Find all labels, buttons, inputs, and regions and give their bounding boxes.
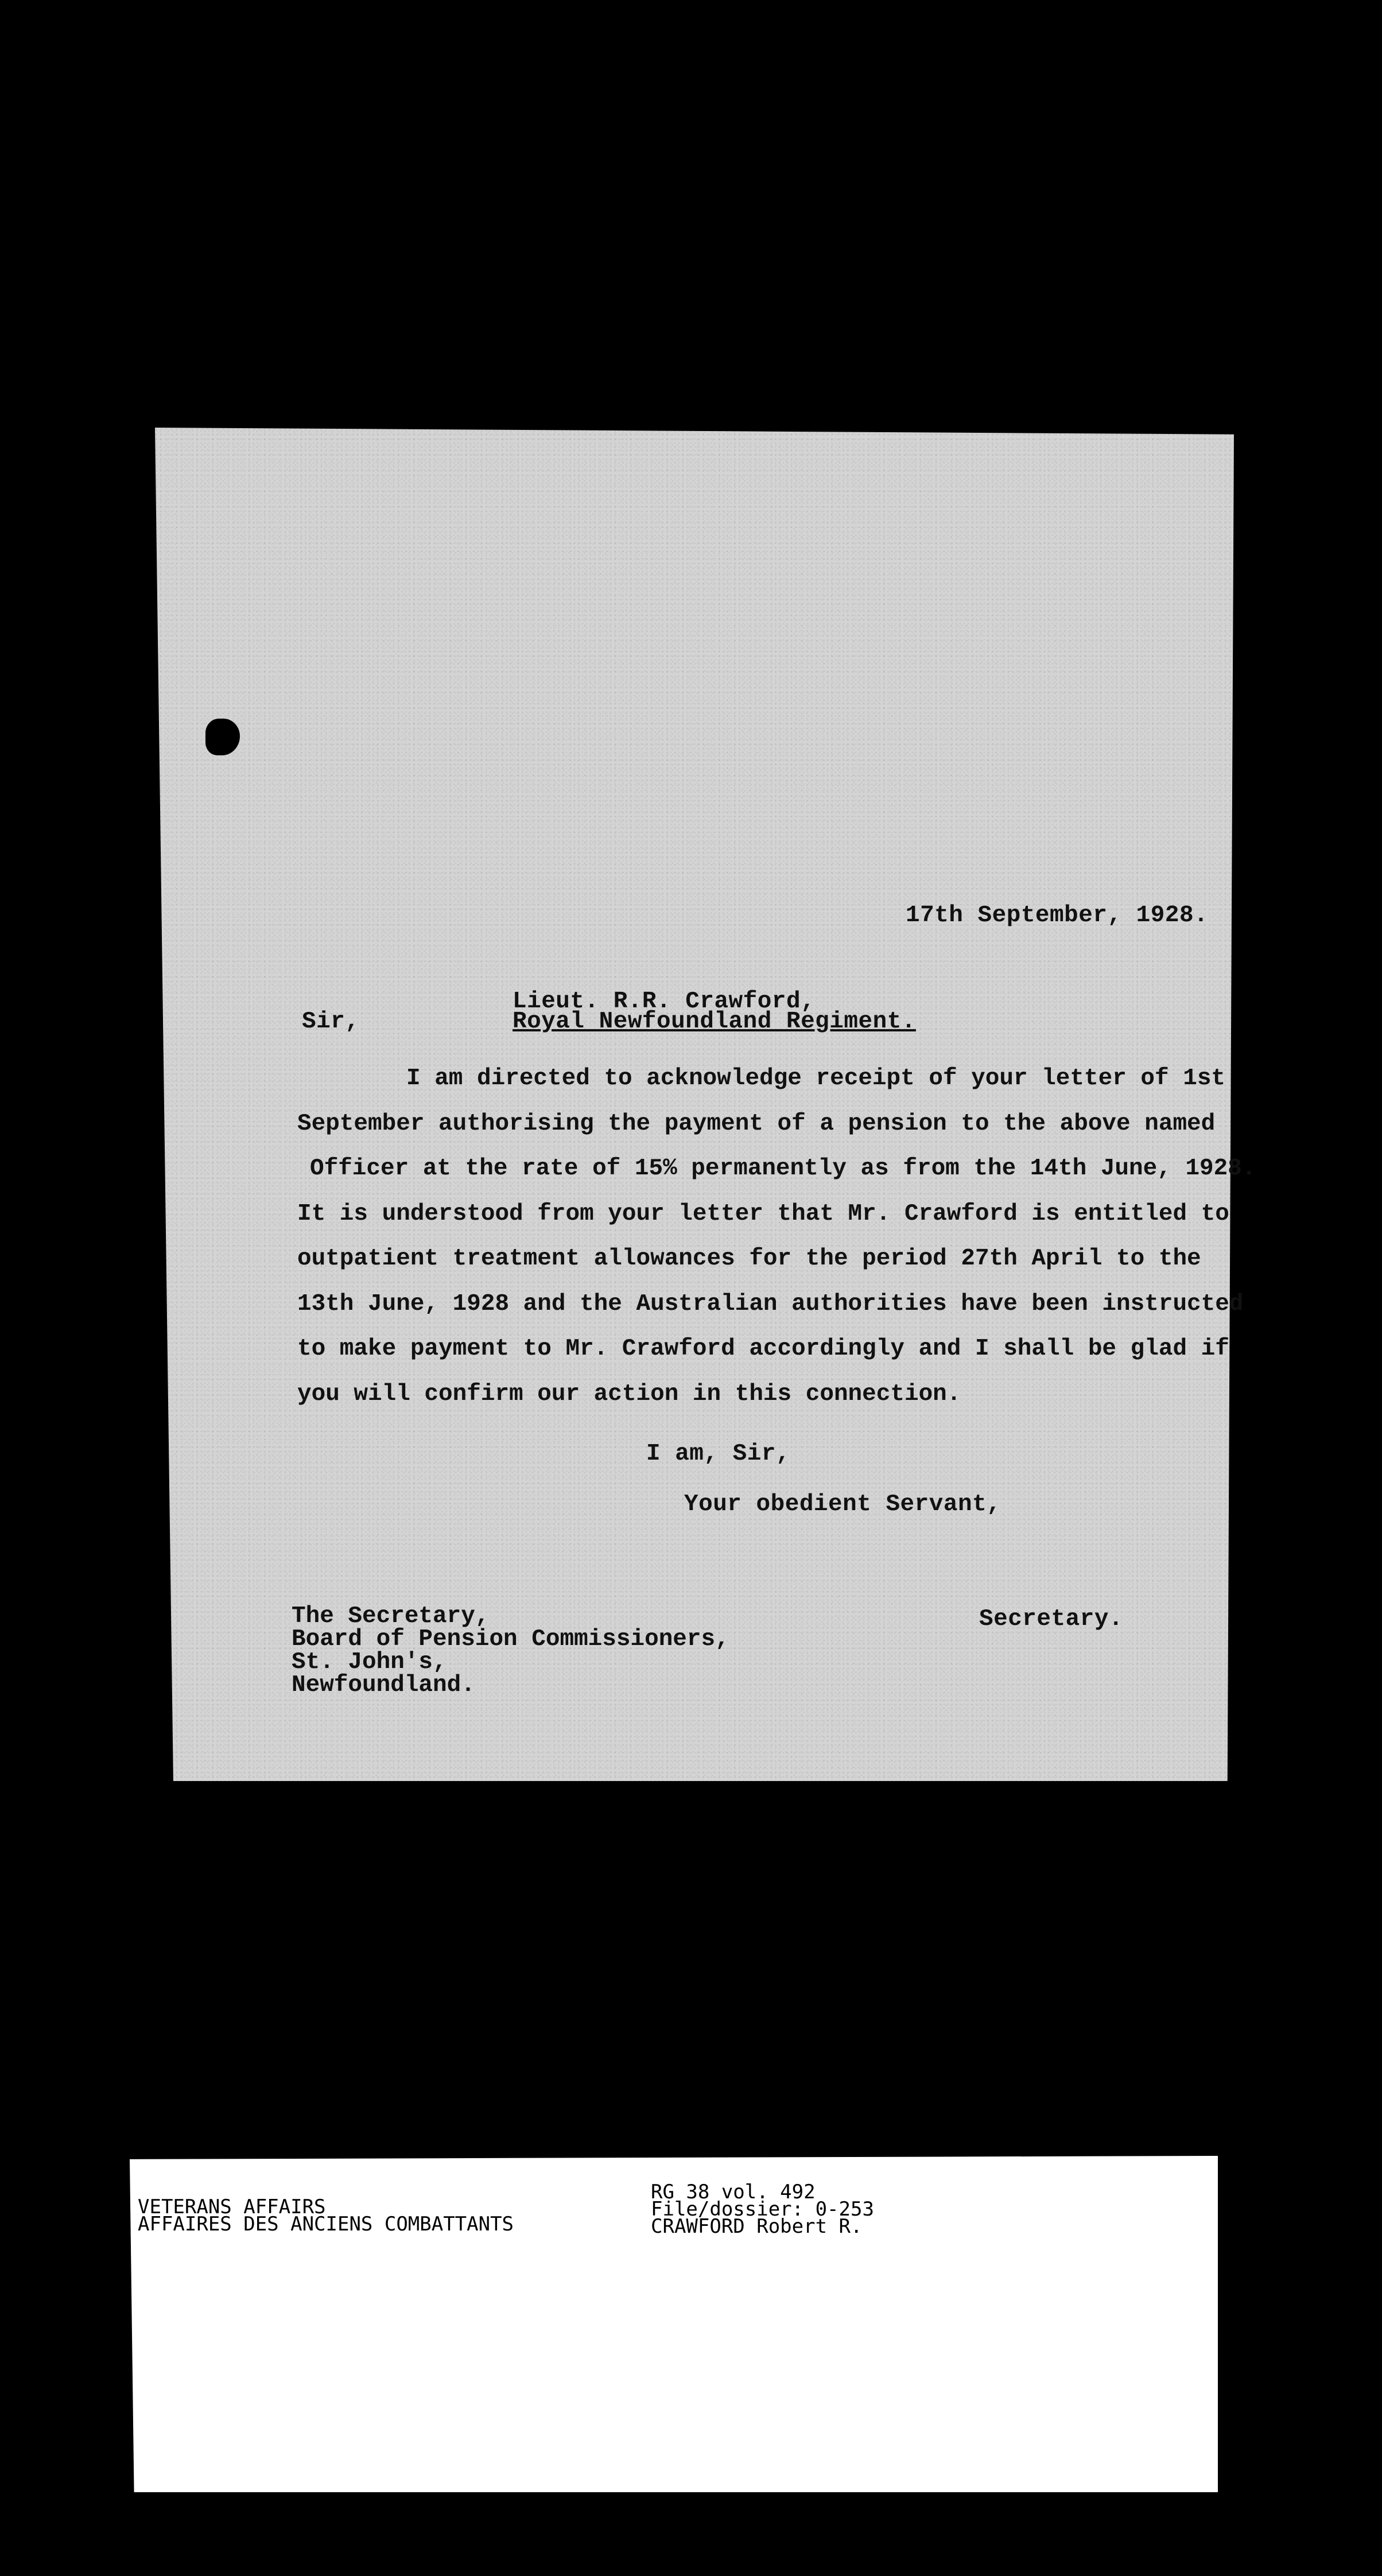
body-line: to make payment to Mr. Crawford accordingly and I shall be glad if (297, 1336, 1229, 1362)
address-line: Board of Pension Commissioners, (292, 1626, 729, 1652)
department-line: VETERANS AFFAIRS (138, 2195, 326, 2218)
salutation: Sir, (302, 1008, 360, 1035)
subject-name: Lieut. R.R. Crawford, (513, 988, 816, 1015)
reference-line: CRAWFORD Robert R. (651, 2215, 863, 2238)
department-line: AFFAIRES DES ANCIENS COMBATTANTS (138, 2213, 514, 2236)
addressee-block (292, 1605, 729, 1697)
body-line: outpatient treatment allowances for the period 27th April to the (297, 1246, 1201, 1272)
subject-unit: Royal Newfoundland Regiment. (513, 1008, 916, 1035)
address-line: The Secretary, (292, 1603, 490, 1630)
closing-line: I am, Sir, (646, 1441, 791, 1467)
letter-body (297, 1056, 1256, 1417)
letter-date: 17th September, 1928. (906, 902, 1209, 929)
body-line: I am directed to acknowledge receipt of your letter of 1st (406, 1065, 1226, 1092)
address-line: St. John's, (292, 1649, 447, 1675)
address-line: Newfoundland. (292, 1672, 475, 1698)
body-line: It is understood from your letter that Mr. Crawford is entitled to (297, 1200, 1229, 1227)
reference-line: File/dossier: 0-253 (651, 2198, 874, 2221)
body-line: 13th June, 1928 and the Australian authorities have been instructed (297, 1290, 1244, 1317)
body-line: September authorising the payment of a pension to the above named (297, 1110, 1216, 1137)
closing-line: Your obedient Servant, (684, 1491, 1001, 1518)
reference-line: RG 38 vol. 492 (651, 2181, 816, 2203)
body-line: you will confirm our action in this connection. (297, 1380, 961, 1407)
body-line: Officer at the rate of 15% permanently as from the 14th June, 1928. (310, 1155, 1256, 1182)
signature-title: Secretary. (979, 1606, 1124, 1632)
archive-department (138, 2195, 514, 2236)
archive-reference (651, 2181, 874, 2238)
